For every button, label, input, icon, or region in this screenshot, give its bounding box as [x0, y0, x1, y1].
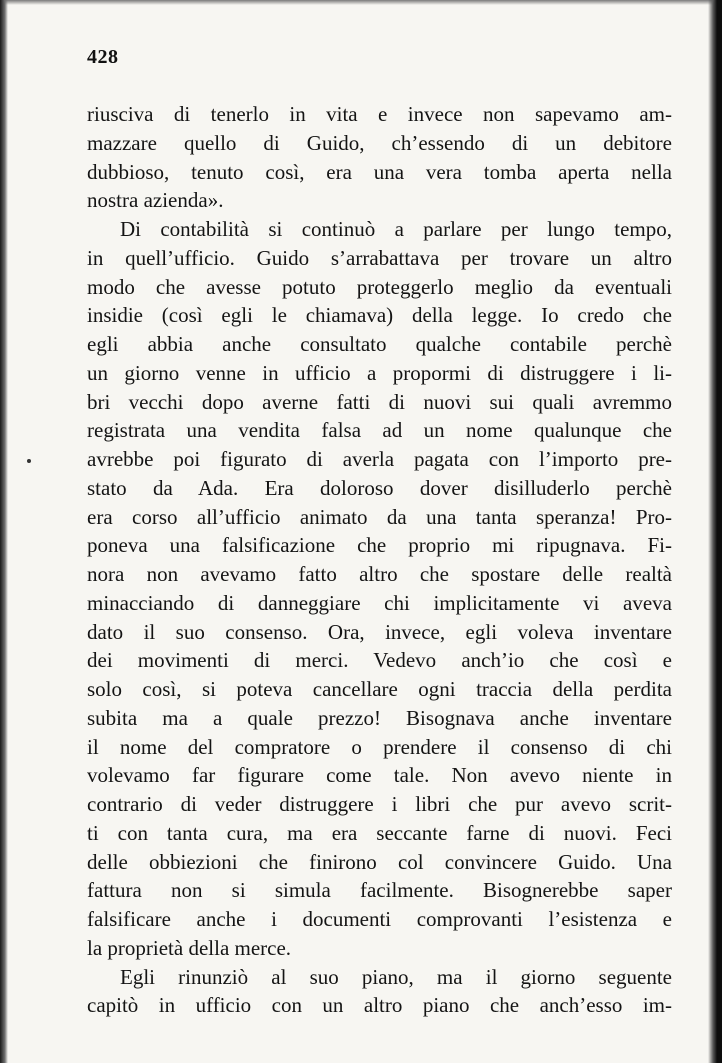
- text-line: modo che avesse potuto proteggerlo meglio da eventuali: [87, 274, 672, 299]
- text-line: insidie (così egli le chiamava) della legge. Io credo che: [87, 303, 672, 328]
- text-line: fattura non si simula facilmente. Bisognerebbe saper: [87, 878, 672, 903]
- text-line: il nome del compratore o prendere il consenso di chi: [87, 734, 672, 759]
- text-line: in quell’ufficio. Guido s’arrabattava per trovare un altro: [87, 245, 672, 270]
- text-line: dubbioso, tenuto così, era una vera tomba aperta nella: [87, 159, 672, 184]
- text-line: poneva una falsificazione che proprio mi ripugnava. Fi-: [87, 533, 672, 558]
- text-line: minacciando di danneggiare chi implicitamente vi aveva: [87, 590, 672, 615]
- text-line: era corso all’ufficio animato da una tanta speranza! Pro-: [87, 504, 672, 529]
- text-line: subita ma a quale prezzo! Bisognava anche inventare: [87, 705, 672, 730]
- text-line: egli abbia anche consultato qualche contabile perchè: [87, 332, 672, 356]
- text-line: riusciva di tenerlo in vita e invece non sapevamo am-: [87, 102, 672, 126]
- text-line: avrebbe poi figurato di averla pagata con l’importo pre-: [87, 447, 672, 471]
- text-line: la proprietà della merce.: [87, 935, 292, 960]
- text-line: nostra azienda».: [87, 188, 224, 213]
- body-text: [87, 100, 672, 1020]
- text-line: nora non avevamo fatto altro che spostare delle realtà: [87, 562, 672, 586]
- page-top-shadow: [0, 0, 722, 5]
- text-line: solo così, si poteva cancellare ogni traccia della perdita: [87, 677, 672, 701]
- page-left-binding-shadow: [0, 0, 8, 1063]
- text-line: dei movimenti di merci. Vedevo anch’io che così e: [87, 648, 672, 673]
- text-line: dato il suo consenso. Ora, invece, egli voleva inventare: [87, 619, 672, 644]
- text-line: registrata una vendita falsa ad un nome qualunque che: [87, 418, 672, 443]
- text-line: falsificare anche i documenti comprovanti l’esistenza e: [87, 907, 672, 931]
- page-number: 428: [87, 46, 119, 68]
- text-line: mazzare quello di Guido, ch’essendo di un debitore: [87, 130, 672, 155]
- text-line: un giorno venne in ufficio a propormi di distruggere i li-: [87, 360, 672, 385]
- text-line: delle obbiezioni che finirono col convincere Guido. Una: [87, 849, 672, 874]
- text-line: bri vecchi dopo averne fatti di nuovi sui quali avremmo: [87, 389, 672, 414]
- text-line: Di contabilità si continuò a parlare per lungo tempo,: [120, 217, 672, 241]
- text-line: contrario di veder distruggere i libri che pur avevo scrit-: [87, 792, 672, 816]
- text-line: ti con tanta cura, ma era seccante farne di nuovi. Feci: [87, 820, 672, 845]
- page-right-edge-shadow: [708, 0, 722, 1063]
- text-line: volevamo far figurare come tale. Non avevo niente in: [87, 763, 672, 788]
- margin-speck: [27, 459, 31, 463]
- text-line: Egli rinunziò al suo piano, ma il giorno seguente: [120, 964, 672, 989]
- text-line: capitò in ufficio con un altro piano che anch’esso im-: [87, 993, 672, 1018]
- text-line: stato da Ada. Era doloroso dover disilluderlo perchè: [87, 475, 672, 500]
